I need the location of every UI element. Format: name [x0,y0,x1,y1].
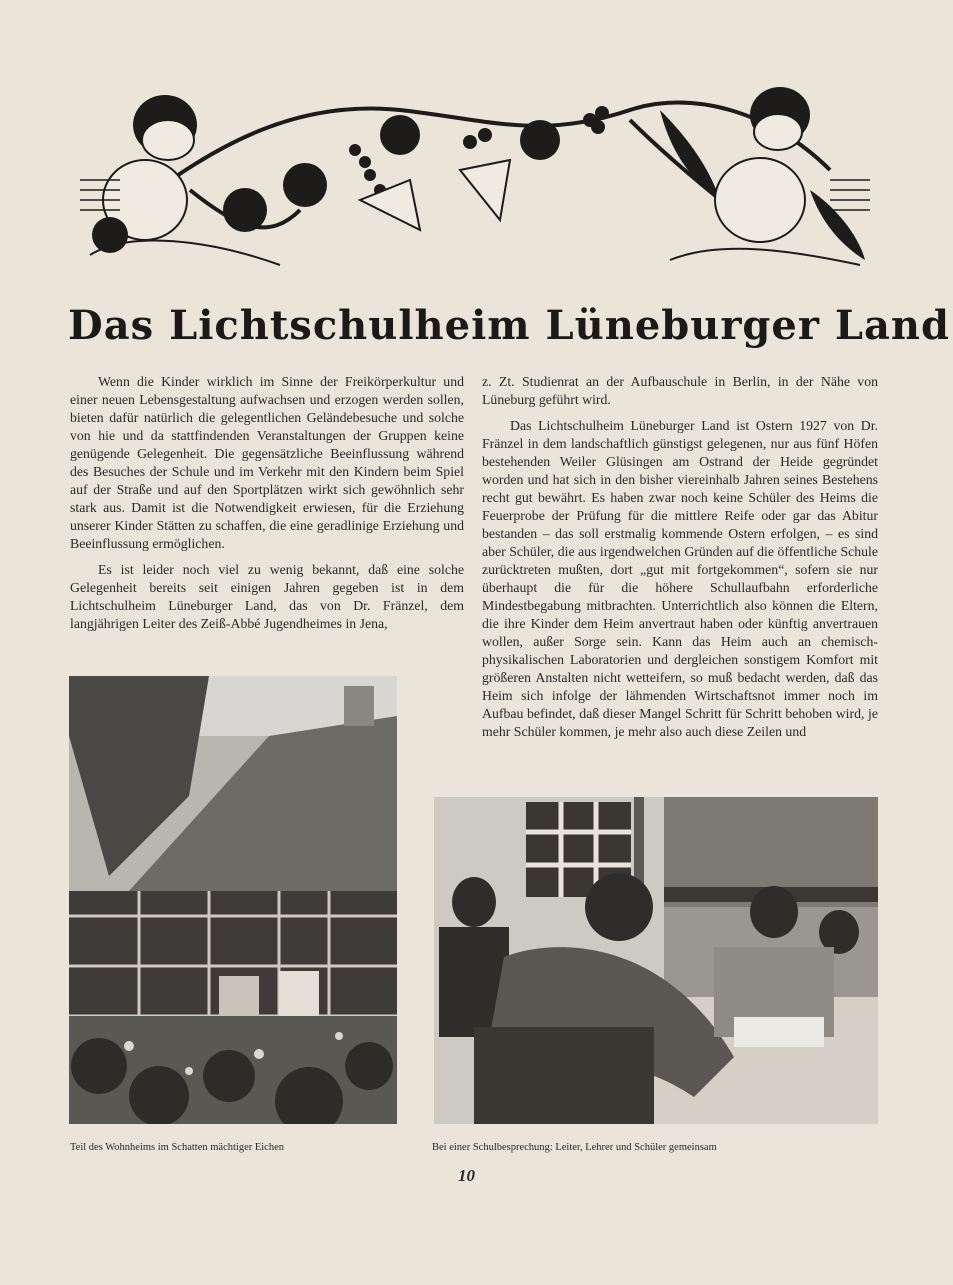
title-word-2: Lichtschulheim [169,302,531,349]
header-illustration [70,80,880,280]
photo-caption: Teil des Wohnheims im Schatten mächtiger Eichen [70,1142,285,1153]
right-text-column [482,373,878,749]
article-title [68,302,950,349]
title-word-3: Lüneburger [545,302,820,349]
paragraph: z. Zt. Studienrat an der Aufbauschule in Berlin, in der Nähe von Lüneburg geführt wird. [482,374,878,407]
photo-caption: Bei einer Schulbesprechung: Leiter, Lehrer und Schüler gemeinsam [432,1142,717,1153]
paragraph: Es ist leider noch viel zu wenig bekannt, daß eine solche Gelegenheit bereits seit einigen Jahren gegeben ist in dem Lichtschulheim Lüneburger Land, das von Dr. Fränzel, dem langjährigen Leiter des Zeiß-Abbé Jugendheimes in Jena, [70,562,464,631]
photo-school-meeting [434,797,878,1124]
page-number: 10 [458,1166,475,1185]
paragraph: Wenn die Kinder wirklich im Sinne der Freikörperkultur und einer neuen Lebensgestaltung aufwachsen und erzogen werden sollen, bieten dafür natürlich die gelegentlichen Geländebesuche und solche von hie und da stattfindenden Veranstaltungen der Gruppen keine genügende Gelegenheit. Die gegensätzliche Beeinflussung während des Besuches der Schule und im Verkehr mit den Kindern beim Spiel auf der Straße und auf den Sportplätzen wirkt sich gewöhnlich sehr stark aus. Damit ist die Notwendigkeit erwiesen, für die Erziehung unserer Kinder Stätten zu schaffen, die eine geradlinige Erziehung und Beeinflussung ermöglichen. [70,374,464,551]
title-word-1: Das [68,302,155,349]
photo-dormitory [69,676,397,1124]
paragraph: Das Lichtschulheim Lüneburger Land ist Ostern 1927 von Dr. Fränzel in dem landschaftlich günstigst gelegenen, nur aus fünf Höfen bestehenden Weiler Glüsingen am Ostrand der Heide gegründet worden und hat sich in den bisher viereinhalb Jahren seines Bestehens recht gut bewährt. Es haben zwar noch keine Schüler des Heims die Feuerprobe der Prüfung für die mittlere Reife oder gar das Abitur bestanden – das soll erstmalig kommende Ostern erfolgen, – es sind aber Schüler, die aus irgendwelchen Gründen auf die öffentliche Schule zurücktreten mußten, dort „gut mit fortgekommen“, sofern sie nur überhaupt die für die höhere Schullaufbahn erforderliche Mindestbegabung mitbrachten. Unterrichtlich also können die Eltern, die ihre Kinder dem Heim anvertraut haben oder künftig anvertrauen wollen, außer Sorge sein. Kann das Heim auch an chemisch-physikalischen Laboratorien und dergleichen sonstigem Komfort mit größeren Anstalten nicht wetteifern, so muß bedacht werden, daß das Heim sich infolge der lähmenden Wirtschaftsnot immer noch im Aufbau befindet, daß dieser Mangel Schritt für Schritt behoben wird, je mehr Schüler kommen, je mehr also auch diese Zeilen und [482,418,878,739]
title-word-4: Land [834,302,950,349]
left-text-column [70,373,464,641]
